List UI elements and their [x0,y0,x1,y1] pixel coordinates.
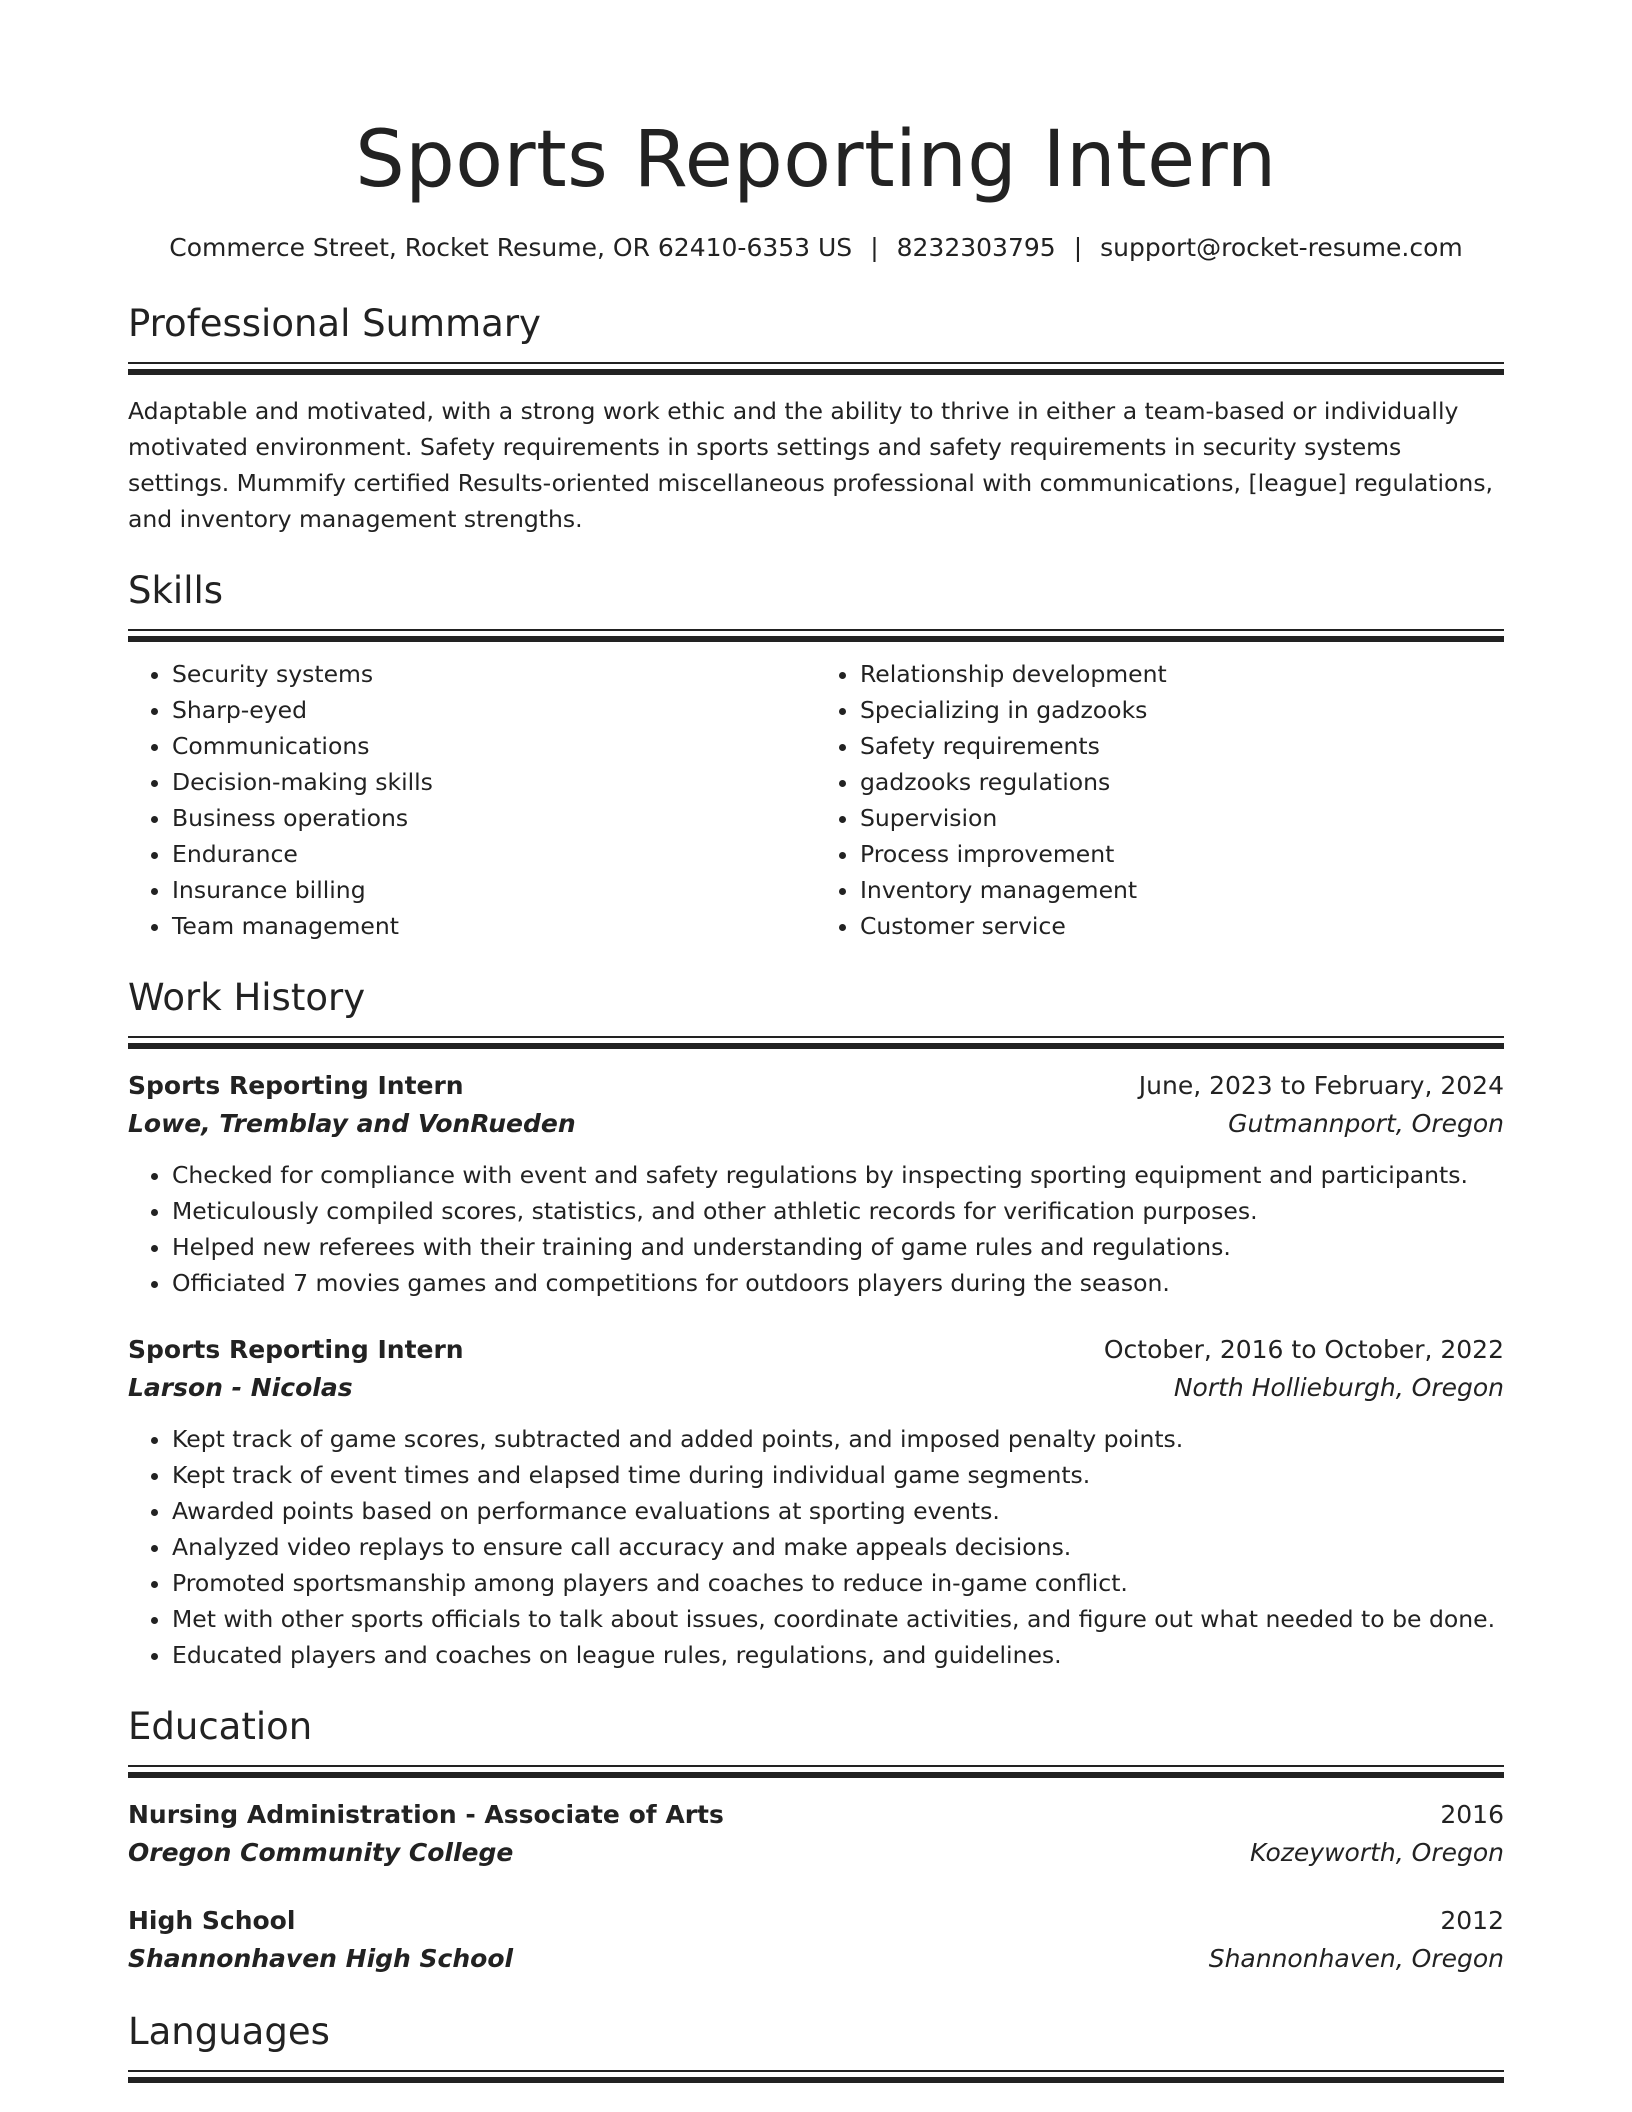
skills-section [128,567,1504,944]
section-divider [128,2070,1504,2083]
job-dates: June, 2023 to February, 2024 [1138,1071,1504,1100]
skill-item: • Process improvement [860,836,1504,872]
skill-item: • Sharp-eyed [172,692,816,728]
education-school: Oregon Community College [128,1838,514,1867]
duty-item: • Kept track of event times and elapsed time during individual game segments. [172,1457,1504,1493]
job-title: Sports Reporting Intern [128,1335,464,1364]
skill-item: • Decision-making skills [172,764,816,800]
job-location: North Hollieburgh, Oregon [1173,1373,1504,1402]
duty-item: • Kept track of game scores, subtracted and added points, and imposed penalty points. [172,1421,1504,1457]
section-title-summary: Professional Summary [128,302,541,345]
job-duties [128,1157,1504,1301]
job-location: Gutmannport, Oregon [1228,1109,1504,1138]
education-section [128,1703,1504,1978]
education-entry [128,1902,1504,1978]
education-location: Kozeyworth, Oregon [1249,1838,1504,1867]
section-divider [128,1765,1504,1778]
job-company: Larson - Nicolas [128,1373,353,1402]
languages-section [128,2008,1504,2083]
skill-item: • Endurance [172,836,816,872]
section-title-work: Work History [128,976,366,1019]
duty-item: • Educated players and coaches on league rules, regulations, and guidelines. [172,1637,1504,1673]
skill-item: • Customer service [860,908,1504,944]
skill-item: • Communications [172,728,816,764]
contact-email: support@rocket-resume.com [1100,233,1463,262]
job-entry [128,1331,1504,1673]
duty-item: • Promoted sportsmanship among players and coaches to reduce in-game conflict. [172,1565,1504,1601]
duty-item: • Meticulously compiled scores, statistics, and other athletic records for verification purposes. [172,1193,1504,1229]
duty-item: • Checked for compliance with event and safety regulations by inspecting sporting equipment and participants. [172,1157,1504,1193]
resume-page [128,110,1504,2101]
skill-item: • Security systems [172,656,816,692]
education-school: Shannonhaven High School [128,1944,514,1973]
contact-separator: | [1073,233,1083,262]
education-year: 2012 [1440,1906,1504,1935]
job-entry [128,1067,1504,1301]
job-title: Sports Reporting Intern [128,1071,464,1100]
contact-separator: | [870,233,879,262]
education-entry [128,1796,1504,1872]
skills-list-left [128,656,816,944]
skill-item: • Insurance billing [172,872,816,908]
section-title-skills: Skills [128,569,224,612]
section-title-education: Education [128,1705,313,1748]
skill-item: • Inventory management [860,872,1504,908]
section-divider [128,1036,1504,1049]
skill-item: • Business operations [172,800,816,836]
summary-text: Adaptable and motivated, with a strong work ethic and the ability to thrive in either a team-based or individually motivated environment. Safety requirements in sports settings and safety requirements in security systems settings. Mummify certified Results-oriented miscellaneous professional with communications, [league] regulations, and inventory management strengths. [128,397,1494,533]
skills-list-right [816,656,1504,944]
education-location: Shannonhaven, Oregon [1208,1944,1504,1973]
skill-item: • Supervision [860,800,1504,836]
skill-item: • Specializing in gadzooks [860,692,1504,728]
duty-item: • Met with other sports officials to talk about issues, coordinate activities, and figure out what needed to be done. [172,1601,1504,1637]
skill-item: • Team management [172,908,816,944]
contact-line [128,232,1504,264]
skill-item: • Safety requirements [860,728,1504,764]
skill-item: • Relationship development [860,656,1504,692]
job-company: Lowe, Tremblay and VonRueden [128,1109,576,1138]
work-section [128,974,1504,1673]
duty-item: • Officiated 7 movies games and competitions for outdoors players during the season. [172,1265,1504,1301]
section-title-languages: Languages [128,2010,330,2053]
job-duties [128,1421,1504,1673]
duty-item: • Awarded points based on performance evaluations at sporting events. [172,1493,1504,1529]
contact-phone: 8232303795 [896,233,1056,262]
education-degree: High School [128,1906,296,1935]
resume-name: Sports Reporting Intern [355,115,1277,205]
duty-item: • Analyzed video replays to ensure call accuracy and make appeals decisions. [172,1529,1504,1565]
education-year: 2016 [1440,1800,1504,1829]
section-divider [128,362,1504,375]
education-degree: Nursing Administration - Associate of Arts [128,1800,724,1829]
duty-item: • Helped new referees with their training and understanding of game rules and regulations. [172,1229,1504,1265]
contact-address: Commerce Street, Rocket Resume, OR 62410-6353 US [169,233,853,262]
summary-section [128,300,1504,537]
section-divider [128,629,1504,642]
job-dates: October, 2016 to October, 2022 [1103,1335,1504,1364]
skills-columns [128,656,1504,944]
skill-item: • gadzooks regulations [860,764,1504,800]
